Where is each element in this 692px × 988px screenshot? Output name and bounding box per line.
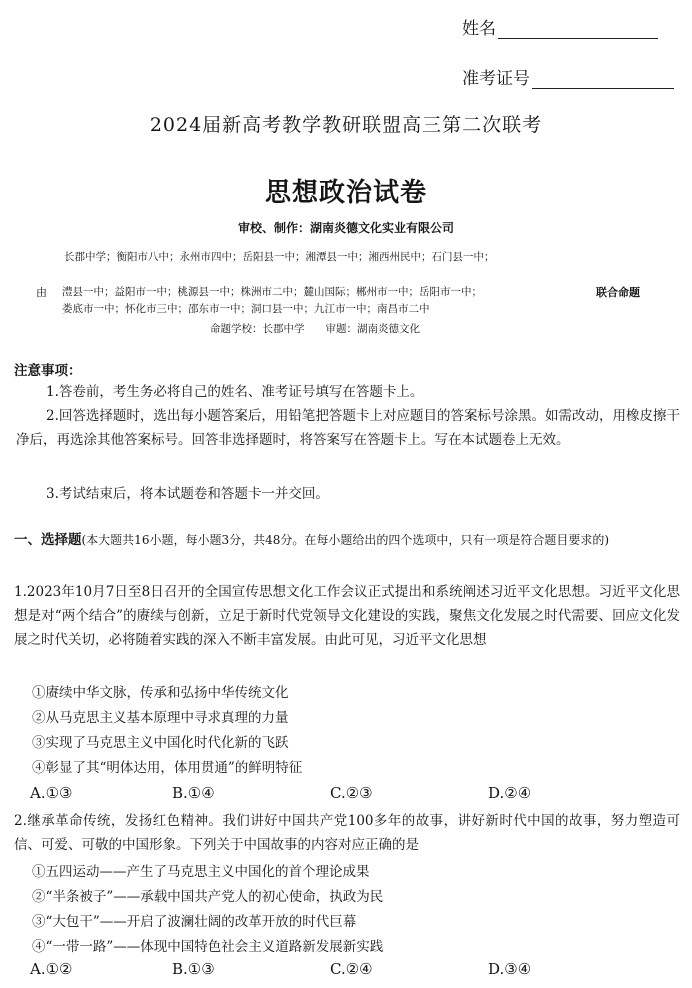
notice-item: 2.回答选择题时，选出每小题答案后，用铅笔把答题卡上对应题目的答案标号涂黑。如需改动，用橡皮擦干净后，再选涂其他答案标号。回答非选择题时，将答案写在答题卡上。写在本试题卷上无效。 (16, 408, 680, 448)
joint-proposition-label: 联合命题 (596, 286, 640, 299)
section-heading (14, 530, 680, 550)
question-1-option: ④彰显了其“明体达用，体用贯通”的鲜明特征 (32, 760, 303, 776)
exam-id-label: 准考证号 (462, 69, 530, 89)
section-title: 一、选择题 (14, 532, 82, 548)
name-blank (498, 20, 658, 39)
answer-choice-d: D.③④ (488, 960, 532, 978)
answer-choice-c: C.②④ (330, 960, 373, 978)
question-text: 2023年10月7日至8日召开的全国宣传思想文化工作会议正式提出和系统阐述习近平文化思想。习近平文化思想是对“两个结合”的赓续与创新，立足于新时代党领导文化建设的实践，聚焦文化发展之时代需要、回应文化发展之时代关切，必将随着实践的深入不断丰富发展。由此可见，习近平文化思想 (14, 584, 680, 648)
exam-series-title: 2024届新高考教学教研联盟高三第二次联考 (149, 114, 543, 136)
answer-choice-d: D.②④ (488, 784, 532, 802)
schools-line-2: 澧县一中；益阳市一中；桃源县一中；株洲市二中；麓山国际；郴州市一中；岳阳市一中； (62, 286, 482, 298)
schools-line-4: 命题学校：长郡中学 审题：湖南炎德文化 (210, 323, 420, 335)
question-1-option: ②从马克思主义基本原理中寻求真理的力量 (32, 710, 289, 726)
schools-line-3: 娄底市一中；怀化市三中；邵东市一中；洞口县一中；九江市一中；南昌市二中 (62, 303, 430, 315)
question-2-option: ④“一带一路”——体现中国特色社会主义道路新发展新实践 (32, 939, 384, 955)
answer-choice-a: A.①③ (30, 784, 73, 802)
question-2-stem (14, 809, 680, 857)
notice-heading: 注意事项： (14, 363, 82, 379)
exam-subject-title: 思想政治试卷 (264, 178, 427, 208)
question-2-option: ②“半条被子”——承载中国共产党人的初心使命，执政为民 (32, 889, 384, 905)
question-number: 1. (14, 584, 27, 600)
exam-id-field (462, 64, 674, 89)
exam-id-blank (532, 70, 674, 89)
question-2-option: ③“大包干”——开启了波澜壮阔的改革开放的时代巨幕 (32, 914, 357, 930)
question-1-option: ①赓续中华文脉，传承和弘扬中华传统文化 (32, 685, 289, 701)
notice-item: 3.考试结束后，将本试题卷和答题卡一并交回。 (46, 486, 329, 502)
schools-line-1: 长郡中学；衡阳市八中；永州市四中；岳阳县一中；湘潭县一中；湘西州民中；石门县一中； (64, 251, 495, 263)
name-label: 姓名 (462, 19, 496, 39)
section-description: (本大题共16小题，每小题3分，共48分。在每小题给出的四个选项中，只有一项是符合题目要求的) (81, 533, 610, 547)
answer-choice-b: B.①④ (172, 784, 215, 802)
producer-line: 审校、制作：湖南炎德文化实业有限公司 (237, 221, 454, 235)
notice-item: 1.答卷前，考生务必将自己的姓名、准考证号填写在答题卡上。 (46, 384, 424, 400)
by-char: 由 (36, 286, 47, 299)
question-number: 2. (14, 813, 27, 829)
question-text: 继承革命传统，发扬红色精神。我们讲好中国共产党100多年的故事，讲好新时代中国的故事，努力塑造可信、可爱、可敬的中国形象。下列关于中国故事的内容对应正确的是 (14, 813, 680, 853)
question-1-stem (14, 580, 680, 652)
answer-choice-a: A.①② (30, 960, 73, 978)
answer-choice-c: C.②③ (330, 784, 373, 802)
question-2-option: ①五四运动——产生了马克思主义中国化的首个理论成果 (32, 864, 370, 880)
question-1-option: ③实现了马克思主义中国化时代化新的飞跃 (32, 735, 289, 751)
answer-choice-b: B.①③ (172, 960, 215, 978)
name-field (462, 14, 658, 39)
